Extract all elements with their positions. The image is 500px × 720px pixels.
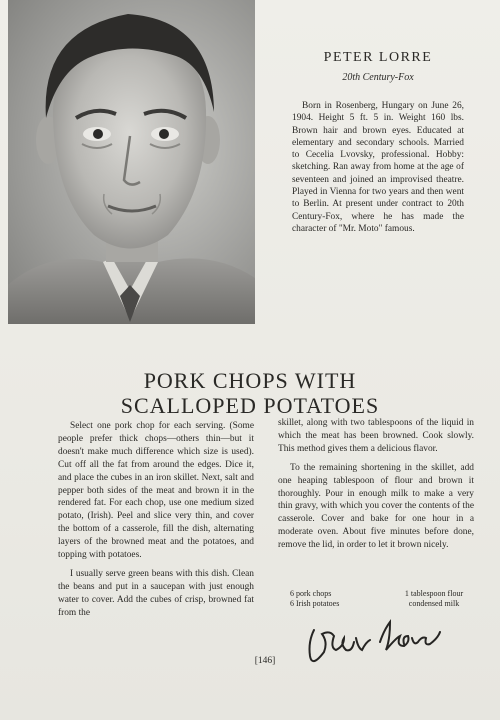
recipe-paragraph: skillet, along with two tablespoons of the liquid in which the meat has been browned. Cook slowly. This method gives them a delicious flavor. <box>278 418 474 454</box>
ingredient-item: 1 tablespoon flour <box>404 589 464 598</box>
recipe-left-column <box>58 420 254 626</box>
recipe-title-line-2: SCALLOPED POTATOES <box>120 393 380 418</box>
recipe-paragraph: To the remaining shortening in the skillet, add one heaping tablespoon of flour and brown it thoroughly. Pour in enough milk to make a very thin gravy, with which you cover the contents of the casserole. Cover and bake for one hour in a moderate oven. About five minutes before done, remove the lid, in order to let it brown nicely. <box>278 462 474 551</box>
recipe-right-column <box>278 417 474 558</box>
actor-name: PETER LORRE <box>323 50 433 65</box>
actor-portrait-photo <box>8 0 255 324</box>
handwritten-signature <box>300 612 450 672</box>
ingredients-list <box>290 589 480 608</box>
studio-name: 20th Century-Fox <box>342 72 414 83</box>
actor-biography: Born in Rosenberg, Hungary on June 26, 1904. Height 5 ft. 5 in. Weight 160 lbs. Brown hair and brown eyes. Educated at elementary and secondary schools. Married to Cecelia Lvovsky, professional. Hobby: sketching. Ran away from home at the age of seventeen and joined an improvised theatre. Played in Vienna for two years and then went to Berlin. At present under contract to 20th Century-Fox, where he has made the character of "Mr. Moto" famous. <box>292 101 464 234</box>
recipe-paragraph: Select one pork chop for each serving. (Some people prefer thick chops—others thin—but it doesn't make much difference which size is used). Cut off all the fat from around the edges. Dice it, and place the cubes in an iron skillet. Next, salt and pepper both sides of the meat and brown it in the rendered fat. For each chop, use one medium sized potato, (Irish). Peel and slice very thin, and cover the bottom of a casserole, fill the dish, alternating layers of the browned meat and the potatoes, and topping with potatoes. <box>58 421 254 561</box>
ingredient-item: condensed milk <box>408 598 460 608</box>
ingredient-item: 6 pork chops <box>290 589 332 598</box>
ingredient-item: 6 Irish potatoes <box>290 598 340 608</box>
recipe-title <box>0 368 500 418</box>
recipe-paragraph: I usually serve green beans with this dish. Clean the beans and put in a saucepan with just enough water to cover. Add the cubes of crisp, browned fat from the <box>58 568 254 618</box>
recipe-title-line-1: PORK CHOPS WITH <box>143 368 357 393</box>
page-number: [146] <box>254 656 276 666</box>
